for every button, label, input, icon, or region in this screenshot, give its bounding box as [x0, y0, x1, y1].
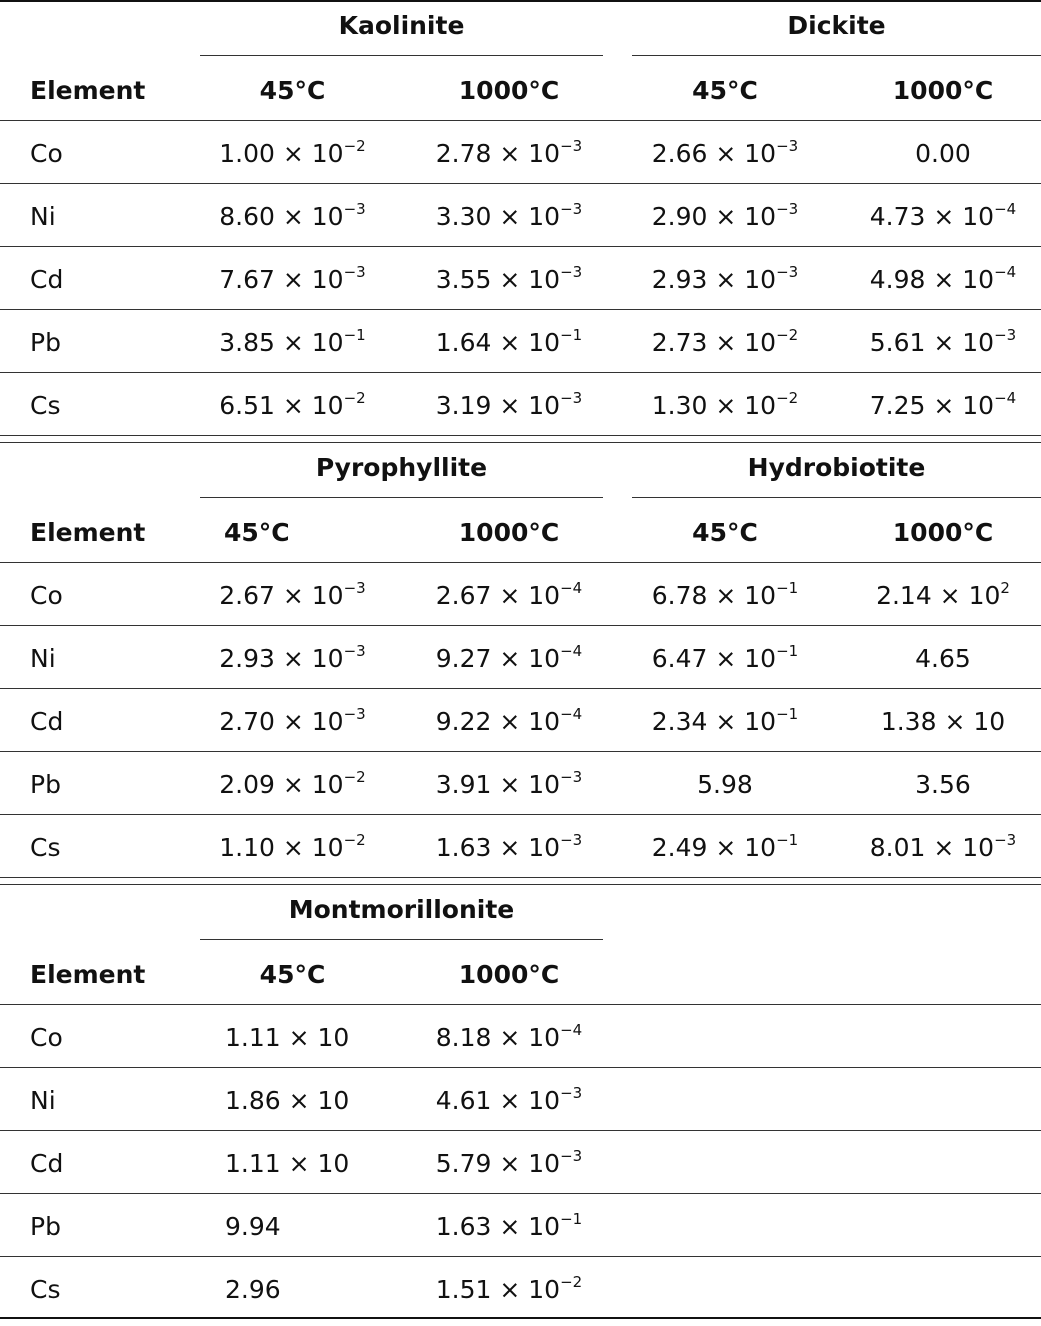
temperature-header: 1000°C [892, 76, 994, 105]
element-column-header: Element [30, 76, 146, 105]
value-cell: $6.47 \times 10^{-1}$ [651, 642, 799, 673]
group-header: Pyrophyllite [315, 453, 488, 482]
value-cell: $1.10 \times 10^{-2}$ [219, 831, 366, 862]
element-cell: Cd [30, 265, 64, 294]
group-rule [632, 497, 1041, 498]
value-cell: 3.56 [915, 770, 971, 799]
temperature-header: 1000°C [458, 76, 560, 105]
value-cell: $2.34 \times 10^{-1}$ [651, 705, 799, 736]
element-column-header: Element [30, 518, 146, 547]
exponent: −3 [560, 1084, 583, 1102]
value-cell: $6.78 \times 10^{-1}$ [651, 579, 799, 610]
element-cell: Pb [30, 328, 61, 357]
value-cell: $1.00 \times 10^{-2}$ [219, 137, 366, 168]
value-cell: $2.49 \times 10^{-1}$ [651, 831, 799, 862]
value-cell: $2.67 \times 10^{-4}$ [435, 579, 583, 610]
element-cell: Ni [30, 644, 56, 673]
value-cell: $1.30 \times 10^{-2}$ [651, 389, 799, 420]
table-section [0, 0, 1041, 442]
exponent: −3 [343, 642, 366, 660]
value-cell: $7.25 \times 10^{-4}$ [869, 389, 1017, 420]
exponent: −3 [343, 200, 366, 218]
group-header: Hydrobiotite [747, 453, 926, 482]
exponent: −3 [560, 137, 583, 155]
exponent: −3 [776, 200, 799, 218]
value-cell: $2.93 \times 10^{-3}$ [219, 642, 366, 673]
temperature-header: 45°C [259, 960, 326, 989]
exponent: −3 [343, 579, 366, 597]
element-cell: Co [30, 139, 63, 168]
exponent: −2 [560, 1273, 583, 1291]
exponent: −1 [343, 326, 366, 344]
row-rule [0, 1317, 1041, 1319]
temperature-header: 45°C [692, 76, 758, 105]
table-section [0, 884, 1041, 1326]
exponent: −1 [776, 831, 799, 849]
group-rule [200, 939, 603, 940]
temperature-header: 45°C [224, 518, 290, 547]
value-cell: $3.55 \times 10^{-3}$ [435, 263, 583, 294]
exponent: −1 [560, 326, 583, 344]
table-row [0, 1193, 1041, 1256]
group-header: Dickite [787, 11, 886, 40]
table-row [0, 309, 1041, 372]
group-header: Montmorillonite [288, 895, 515, 924]
value-cell: $1.63 \times 10^{-3}$ [435, 831, 583, 862]
table-row [0, 1130, 1041, 1193]
exponent: −4 [994, 263, 1017, 281]
value-cell: $2.90 \times 10^{-3}$ [651, 200, 799, 231]
table-row [0, 1067, 1041, 1130]
element-cell: Cs [30, 1275, 61, 1304]
value-cell: 1.11 × 10 [225, 1149, 350, 1178]
exponent: −3 [343, 263, 366, 281]
table-row [0, 246, 1041, 309]
value-cell: $1.64 \times 10^{-1}$ [435, 326, 583, 357]
table-row [0, 183, 1041, 246]
exponent: −1 [776, 642, 799, 660]
exponent: −3 [560, 263, 583, 281]
exponent: −3 [994, 831, 1017, 849]
exponent: −2 [343, 389, 366, 407]
value-cell: $8.01 \times 10^{-3}$ [869, 831, 1017, 862]
section-top-rule [0, 884, 1041, 885]
value-cell: $1.63 \times 10^{-1}$ [435, 1210, 583, 1241]
element-cell: Co [30, 1023, 63, 1052]
value-cell: $4.61 \times 10^{-3}$ [435, 1084, 583, 1115]
element-cell: Pb [30, 1212, 61, 1241]
value-cell: $9.22 \times 10^{-4}$ [435, 705, 583, 736]
exponent: −3 [776, 263, 799, 281]
exponent: −3 [560, 200, 583, 218]
value-cell: $7.67 \times 10^{-3}$ [219, 263, 366, 294]
group-rule [200, 497, 603, 498]
group-rule [200, 55, 603, 56]
element-cell: Ni [30, 1086, 56, 1115]
exponent: 2 [1000, 579, 1010, 597]
table-section [0, 442, 1041, 884]
table-row [0, 751, 1041, 814]
value-cell: $5.79 \times 10^{-3}$ [435, 1147, 583, 1178]
table-row [0, 1256, 1041, 1319]
table-row [0, 372, 1041, 435]
element-cell: Pb [30, 770, 61, 799]
value-cell: $2.93 \times 10^{-3}$ [651, 263, 799, 294]
exponent: −4 [560, 1021, 583, 1039]
value-cell: 9.94 [225, 1212, 281, 1241]
value-cell: $4.73 \times 10^{-4}$ [869, 200, 1017, 231]
value-cell: $4.98 \times 10^{-4}$ [869, 263, 1017, 294]
exponent: −1 [776, 579, 799, 597]
temperature-header: 1000°C [892, 518, 994, 547]
value-cell: 0.00 [915, 139, 971, 168]
exponent: −3 [560, 831, 583, 849]
exponent: −2 [776, 389, 799, 407]
value-cell: $2.09 \times 10^{-2}$ [219, 768, 366, 799]
exponent: −3 [776, 137, 799, 155]
value-cell: $5.61 \times 10^{-3}$ [869, 326, 1017, 357]
value-cell: $9.27 \times 10^{-4}$ [435, 642, 583, 673]
exponent: −2 [343, 831, 366, 849]
value-cell: $3.91 \times 10^{-3}$ [435, 768, 583, 799]
element-cell: Cs [30, 391, 61, 420]
value-cell: $1.51 \times 10^{-2}$ [435, 1273, 583, 1304]
exponent: −3 [560, 768, 583, 786]
element-column-header: Element [30, 960, 146, 989]
exponent: −2 [776, 326, 799, 344]
group-header: Kaolinite [338, 11, 465, 40]
temperature-header: 45°C [259, 76, 326, 105]
value-cell: $2.73 \times 10^{-2}$ [651, 326, 799, 357]
table-row [0, 814, 1041, 877]
value-cell: 1.11 × 10 [225, 1023, 350, 1052]
value-cell: 2.96 [225, 1275, 281, 1304]
exponent: −4 [560, 579, 583, 597]
row-rule [0, 435, 1041, 436]
value-cell: 4.65 [915, 644, 971, 673]
value-cell: $3.19 \times 10^{-3}$ [435, 389, 583, 420]
section-top-rule [0, 0, 1041, 2]
row-rule [0, 877, 1041, 878]
value-cell: $2.70 \times 10^{-3}$ [219, 705, 366, 736]
value-cell: $6.51 \times 10^{-2}$ [219, 389, 366, 420]
value-cell: $2.14 \times 10^2$ [876, 579, 1010, 610]
exponent: −2 [343, 137, 366, 155]
table-row [0, 562, 1041, 625]
element-cell: Ni [30, 202, 56, 231]
exponent: −3 [343, 705, 366, 723]
value-cell: 1.38 × 10 [880, 707, 1006, 736]
value-cell: $3.30 \times 10^{-3}$ [435, 200, 583, 231]
exponent: −1 [560, 1210, 583, 1228]
value-cell: $2.66 \times 10^{-3}$ [651, 137, 799, 168]
table-row [0, 1004, 1041, 1067]
temperature-header: 1000°C [458, 518, 560, 547]
exponent: −4 [560, 705, 583, 723]
table-row [0, 120, 1041, 183]
value-cell: $2.78 \times 10^{-3}$ [435, 137, 583, 168]
exponent: −3 [560, 389, 583, 407]
value-cell: $8.60 \times 10^{-3}$ [219, 200, 366, 231]
element-cell: Cd [30, 707, 64, 736]
table-row [0, 688, 1041, 751]
table-row [0, 625, 1041, 688]
temperature-header: 1000°C [458, 960, 560, 989]
temperature-header: 45°C [692, 518, 758, 547]
value-cell: $8.18 \times 10^{-4}$ [435, 1021, 583, 1052]
exponent: −3 [994, 326, 1017, 344]
section-top-rule [0, 442, 1041, 443]
group-rule [632, 55, 1041, 56]
element-cell: Co [30, 581, 63, 610]
exponent: −2 [343, 768, 366, 786]
value-cell: $3.85 \times 10^{-1}$ [219, 326, 366, 357]
exponent: −4 [994, 389, 1017, 407]
element-cell: Cd [30, 1149, 64, 1178]
value-cell: 1.86 × 10 [225, 1086, 350, 1115]
element-cell: Cs [30, 833, 61, 862]
exponent: −1 [776, 705, 799, 723]
exponent: −4 [560, 642, 583, 660]
exponent: −4 [994, 200, 1017, 218]
exponent: −3 [560, 1147, 583, 1165]
value-cell: 5.98 [697, 770, 753, 799]
value-cell: $2.67 \times 10^{-3}$ [219, 579, 366, 610]
